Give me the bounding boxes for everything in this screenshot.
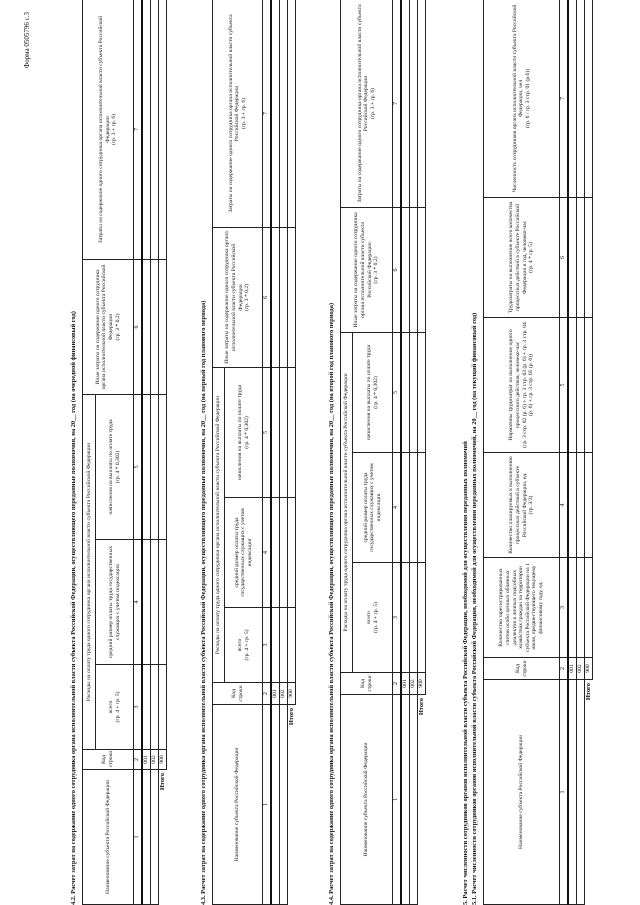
col-number: 2 [393,673,402,695]
row-code: 001 [401,673,409,695]
col-number: 6 [393,207,402,332]
header-accrual: начисления на выплаты по оплате труда (гр. 4 * 0,302) [225,367,263,497]
header-avg-salary: средний размер оплаты труда государственных служащих с учетом индексации [225,498,263,608]
header-total-costs: Затраты на содержание одного сотрудника органа исполнительной власти субъекта Российской Федерации (гр. 3 + гр. 6) [341,0,393,207]
total-row [158,0,166,905]
col-number: 1 [134,770,143,905]
header-accrual: начисления на выплаты по оплате труда (гр. 4 * 0,302) [96,394,134,539]
col-number: 1 [263,705,272,905]
total-label: Итого [287,708,295,726]
header-accounts: Количество зарегистрированных счетов особо ценных облачных диалектов в личных подсобных хозяйствах граждан на территории субъекта Российской Федерации на 1 июля, предшествующего текущему финансовому году, ед. [484,558,560,658]
header-total: всего (гр. 4 + гр. 5) [96,665,134,750]
header-other-costs: Иные затраты на содержание одного сотрудника органа исполнительной власти субъекта Российской Федерации (гр. 3 * 0,2) [341,207,393,332]
col-number: 4 [134,540,143,665]
col-number: 3 [560,558,569,658]
col-number: 6 [560,198,569,318]
table-row [409,0,417,905]
header-other-costs: Иные затраты на содержание одного сотрудника органа исполнительной власти субъекта Российской Федерации (гр. 3 * 0,2) [213,227,263,367]
col-number: 2 [560,658,569,680]
header-code: Код строки [213,683,263,705]
row-code: 001 [271,683,279,705]
table-row [142,0,150,905]
total-label: Итого [158,773,166,791]
header-salary-group: Расходы на оплату труда одного сотрудника органа исполнительной власти субъекта Российской Федерации [83,394,96,749]
total-code: 900 [158,750,166,770]
col-number: 3 [134,665,143,750]
row-code: 002 [279,683,287,705]
header-code: Код строки [83,750,134,770]
header-salary-group: Расходы на оплату труда одного сотрудника органа исполнительной власти субъекта Российской Федерации [213,367,225,682]
headcount-table [483,0,593,905]
col-number: 4 [560,453,569,558]
header-code: Код строки [484,658,560,680]
header-name: Наименование субъекта Российской Федерации [484,680,560,905]
total-label: Итого [584,683,592,701]
total-row [417,0,425,905]
col-number: 7 [134,0,143,259]
row-code: 002 [576,658,584,680]
cost-table [340,0,426,905]
header-avg-salary: средний размер оплаты труда государственных служащих с учетом индексации [353,453,393,563]
header-labor-costs: Трудозатраты на выполнение всего количества процессных действий в субъекте Российской Федерации в год, человеко-час (гр. 4 * гр. 5) [484,198,560,318]
col-number: 1 [560,680,569,905]
table-row [576,0,584,905]
col-number: 4 [393,453,402,563]
table-row [568,0,576,905]
header-avg-salary: средний размер оплаты труда государственных служащих с учетом индексации [96,540,134,665]
total-row [287,0,295,905]
section-subtitle: 5.1. Расчет численности сотрудников органов исполнительной власти субъекта Российской Федерации, необходимой для осуществления переданных полномочий, на 20__ год (на текущий финансовый год) [471,312,478,905]
section-title: 4.2. Расчет затрат на содержание одного сотрудника органа исполнительной власти субъекта Российской Федерации, осуществляющего переданные полномочия, на 20__ год (на очередной финансовый год) [70,311,77,905]
col-number: 1 [393,695,402,905]
form-code: Форма 0505796 с.3 [23,12,31,69]
col-number: 6 [263,227,272,367]
row-code: 002 [150,750,158,770]
table-row [150,0,158,905]
header-accrual: начисления на выплаты по оплате труда (гр. 4 * 0,302) [353,332,393,452]
col-number: 5 [393,332,402,452]
header-headcount: Численность сотрудников органа исполнительной власти субъекта Российской Федерации, чел (гр. 6 / гр. 3 стр. 01 (р.6)) [484,0,560,198]
header-total-costs: Затраты на содержание одного сотрудника органа исполнительной власти субъекта Российской Федерации (гр. 3 + гр. 6) [83,0,134,259]
total-code: 900 [584,658,592,680]
col-number: 5 [134,394,143,539]
col-number: 5 [560,318,569,453]
header-code: Код строки [341,673,393,695]
col-number: 3 [263,608,272,683]
cost-table [212,0,296,905]
header-total: всего (гр. 4 + гр. 5) [353,563,393,673]
col-number: 5 [263,367,272,497]
section-title: 4.4. Расчет затрат на содержание одного сотрудника органа исполнительной власти субъекта Российской Федерации, осуществляющего переданные полномочия, на 20__ год (на второй год планового периода) [328,302,335,905]
total-row [584,0,592,905]
table-row [401,0,409,905]
table-row [279,0,287,905]
total-label: Итого [417,698,425,716]
col-number: 7 [393,0,402,207]
header-other-costs: Иные затраты на содержание одного сотрудника органа исполнительной власти субъекта Российской Федерации (гр. 3 * 0,2) [83,259,134,394]
col-number: 3 [393,563,402,673]
col-number: 4 [263,498,272,608]
header-total-costs: Затраты на содержание одного сотрудника органа исполнительной власти субъекта Российской Федерации (гр. 3 + гр. 6) [213,0,263,227]
header-total: всего (гр. 4 + гр. 5) [225,608,263,683]
section-title: 4.3. Расчет затрат на содержание одного сотрудника органа исполнительной власти субъекта Российской Федерации, осуществляющего переданные полномочия, на 20__ год (на первый год планового периода) [200,300,207,905]
cost-table [82,0,167,905]
table-row [271,0,279,905]
col-number: 2 [263,683,272,705]
row-code: 001 [568,658,576,680]
col-number: 6 [134,259,143,394]
row-code: 002 [409,673,417,695]
row-code: 001 [142,750,150,770]
col-number: 7 [560,0,569,198]
section-title: 5. Расчет численности сотрудников органов исполнительной власти субъекта Российской Федерации, необходимой для осуществления переданных полномочий [462,441,469,905]
header-name: Наименование субъекта Российской Федерации [213,705,263,905]
total-code: 900 [417,673,425,695]
header-name: Наименование субъекта Российской Федерации [341,695,393,905]
col-number: 7 [263,0,272,227]
total-code: 900 [287,683,295,705]
header-name: Наименование субъекта Российской Федерации [83,770,134,905]
header-planned-actions: Количество планируемых к выполнению процессных действий в субъекте Российской Федерации, ед. (гр. 3/3) [484,453,560,558]
header-labor-norms: Нормативы трудозатрат на выполнение одного процессного действия, человеко-час (гр. 3 стр. 02 (р. 6) + гр. 3 стр. 03 (р. 6) + гр. 3 стр. 04 (р. 6) + гр. 3 стр. 05 (р. 6)) [484,318,560,453]
header-salary-group: Расходы на оплату труда одного сотрудника органа исполнительной власти субъекта Российской Федерации [341,332,353,672]
col-number: 2 [134,750,143,770]
